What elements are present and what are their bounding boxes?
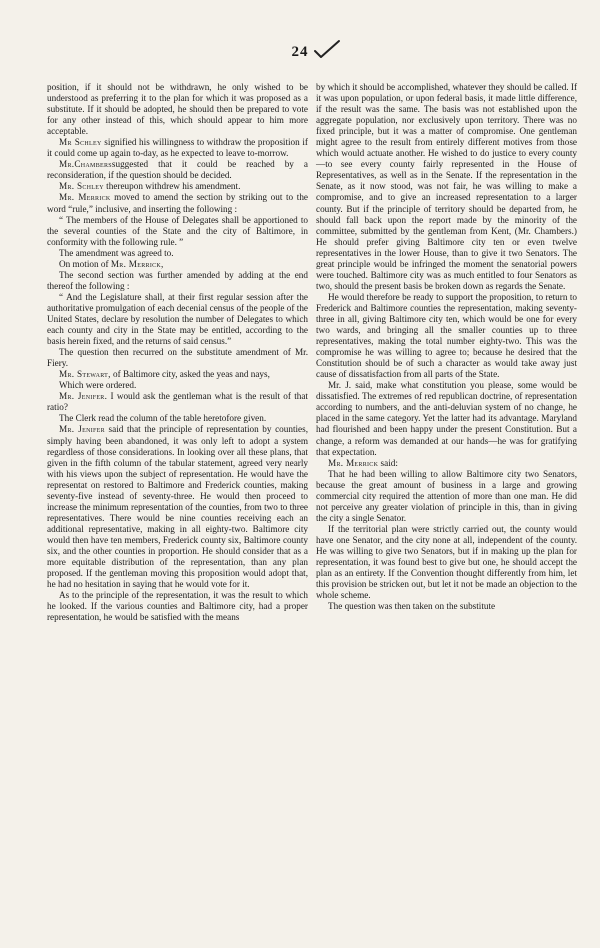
- checkmark-icon: [312, 38, 342, 60]
- speaker-name: Mr. Stewart,: [59, 369, 111, 380]
- motion-prefix: On motion of: [59, 258, 111, 269]
- speech-text: suggested that it could be reached by a reconsideration, if the question should be decided.: [47, 159, 308, 181]
- paragraph: position, if it should not be withdrawn, he only wished to be understood as preferring it to the plan for which it was proposed as a substitute. If it should be adopted, he should then be prepared to vote for any other instead of this, which should appear to him more acceptable.: [47, 82, 308, 137]
- paragraph: If the territorial plan were strictly carried out, the county would have one Senator, and the city none at all, independent of the county. He was willing to give two Senators, but if in making up the plan for representation, it was found best to give but one, he should accept the plan as an entirety. If the Convention thought differently from him, let this provision be stricken out, but let it not be made an objection to the whole scheme.: [316, 523, 577, 601]
- paragraph: [47, 369, 308, 380]
- speech-text: of Baltimore city, asked the yeas and nays,: [110, 369, 270, 380]
- speaker-name: Mr. Merrick: [59, 192, 111, 203]
- speaker-name: Mr. Jenifer: [59, 424, 105, 435]
- paragraph: As to the principle of the representation, it was the result to which he looked. If the various counties and Baltimore city, had a proper representation, he would be satisfied with the means: [47, 590, 308, 623]
- left-column: [47, 82, 308, 623]
- speaker-name: Mr.Chambers: [59, 159, 112, 170]
- speaker-name: Mr Schley: [59, 137, 102, 148]
- paragraph: Which were ordered.: [59, 380, 137, 391]
- page-number: 24: [291, 44, 309, 60]
- speaker-name: Mr. Merrick: [328, 457, 379, 468]
- speaker-name: Mr. Jenifer.: [59, 391, 108, 402]
- paragraph: by which it should be accomplished, whatever they should be called. If it was upon population, or upon federal basis, it made little difference, if the result was the same. The basis was not established upon the aggregate population, nor exclusively upon territory. There was no fixed principle, but it was a matter of compromise. One gentleman might agree to the result from entirely different motives from those which would actuate another. He wished to do justice to every county—to see every county fairly represented in the House of Representatives, as well as in the Senate. If the representation in the Senate, as it now stood, was not fair, he was willing to make a compromise, and to give an increased representation to a larger county. But if the principle of territory should be departed from, he should fall back upon the report made by the minority of the committee, submitted by the gentleman from Kent, (Mr. Chambers.) He should prefer giving Baltimore city ten or even twelve representatives in the lower House, than to give it two Senators. The great principle would be infringed the moment the senatorial powers were touched. Baltimore city was as much entitled to four Senators as two, should the present basis be broken down as regards the Senate.: [316, 82, 578, 291]
- speaker-name: Mr. Merrick,: [110, 258, 164, 269]
- paragraph: “ The members of the House of Delegates shall be apportioned to the several counties of the State and the city of Baltimore, in conformity with the following rule. ”: [47, 214, 308, 247]
- paragraph: The amendment was agreed to.: [59, 247, 174, 258]
- paragraph: Mr. J. said, make what constitution you please, some would be dissatisfied. The extremes of red republican doctrine, of representation according to numbers, and the anti-deluvian system of no change, he placed in the same category. Yet the latter had its advantage. Maryland had flourished and been happy under the present Constitution. But a change, a reform was demanded at our hands—he was for gratifying that expectation.: [316, 380, 577, 457]
- paragraph: The second section was further amended by adding at the end thereof the following :: [47, 269, 308, 291]
- speech-text: said:: [378, 457, 398, 468]
- speech-text: thereupon withdrew his amendment.: [103, 181, 241, 192]
- paragraph: [47, 391, 308, 413]
- speech-text: moved to amend the section by striking out to the word “rule,” inclusive, and inserting the following :: [47, 192, 308, 214]
- paragraph: [47, 424, 308, 590]
- paragraph: “ And the Legislature shall, at their first regular session after the authoritative promulgation of each decenial census of the people of the United States, declare by resolution the number of Delegates to which each county and city in the State may be entitled, according to the basis herein fixed, and the returns of said census.”: [47, 291, 308, 347]
- paragraph: [47, 192, 308, 214]
- speech-text: I would ask the gentleman what is the result of that ratio?: [47, 391, 308, 413]
- paragraph: [316, 458, 577, 469]
- paragraph: [47, 259, 308, 270]
- paragraph: He would therefore be ready to support the proposition, to return to Frederick and Baltimore counties the representation, making seventy-three in all, giving Baltimore city ten, which would be one for every two wards, and bringing all the smaller counties up to three representatives, making the total number eighty-two. This was the compromise he was willing to agree to; because he desired that the Constitution should be of such a character as would take away just cause of dissatisfaction from all parts of the State.: [316, 291, 577, 380]
- paragraph: The question was then taken on the substitute: [328, 601, 496, 612]
- paragraph: The question then recurred on the substitute amendment of Mr. Fiery.: [47, 347, 308, 369]
- paragraph: The Clerk read the column of the table heretofore given.: [59, 413, 267, 424]
- right-column: [316, 82, 577, 612]
- speech-text: signified his willingness to withdraw the proposition if it could come up again to-day, as he expected to leave to-morrow.: [47, 137, 308, 159]
- speaker-name: Mr. Schley: [59, 181, 104, 192]
- speech-text: said that the principle of representation by counties, simply having been abandoned, it was only left to adopt a system regardless of those considerations. In looking over all these plans, that given in the fifth column of the tabular statement, agreed very nearly with his views upon the subject of representation. He would have the representat on restored to Baltimore and Frederick counties, making seventy-five instead of seventy-three. He would then proceed to increase the minimum representation of the counties, from two to three representatives. There would be nine counties receiving each an additional representative, making in all eighty-two. Baltimore city would then have ten members, Frederick county six, Baltimore county six, and the other counties in proportion. He should consider that as a more equitable distribution of the representation, than any plan proposed. If the gentleman moving this proposition would adopt that, he had no hesitation in saying that he would vote for it.: [47, 424, 309, 590]
- paragraph: [47, 137, 308, 159]
- paragraph: [47, 159, 308, 181]
- paragraph: [47, 181, 308, 192]
- paragraph: That he had been willing to allow Baltimore city two Senators, because the great amount of business in a large and growing commercial city required the attention of more than one man. He did not perceive any greater violation of principle in this, than in giving the city a single Senator.: [316, 468, 577, 523]
